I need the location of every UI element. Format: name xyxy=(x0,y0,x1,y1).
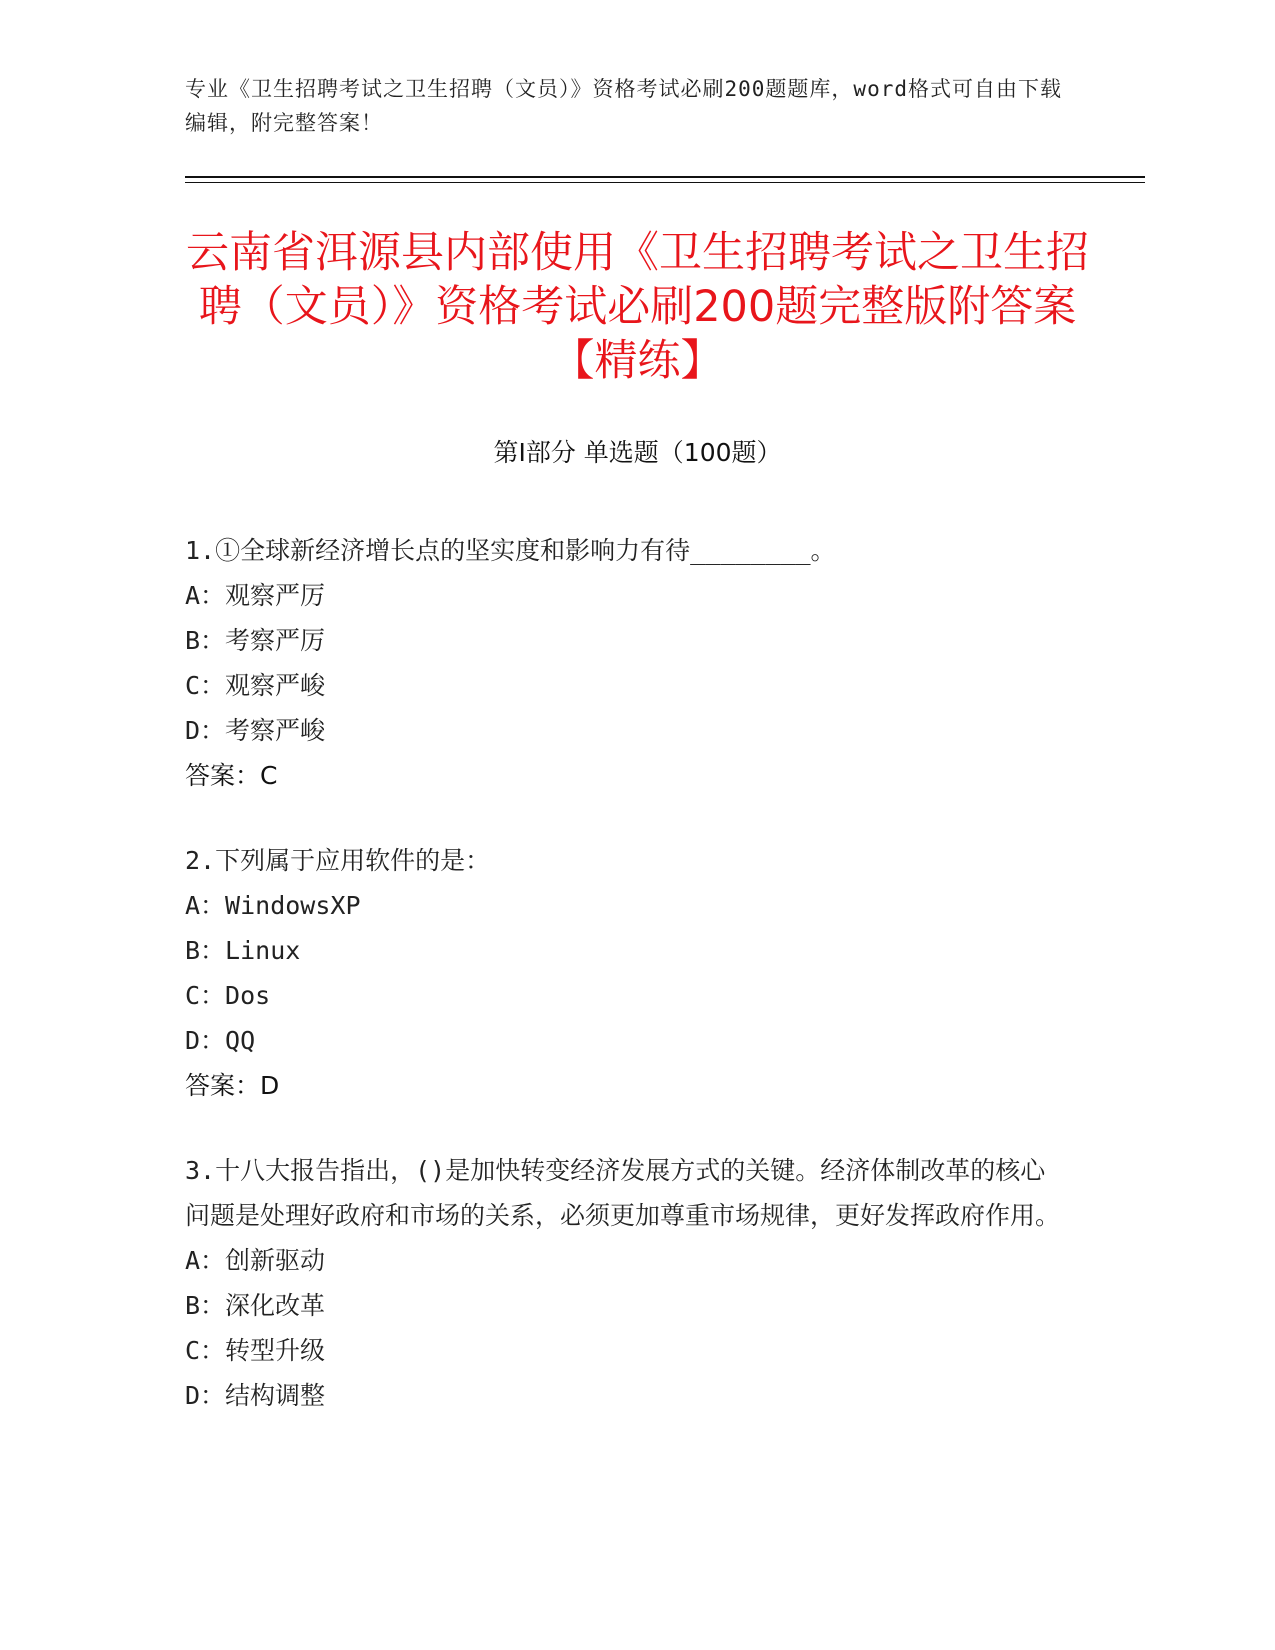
question-text: 2.下列属于应用软件的是： xyxy=(185,846,491,875)
document-title: 云南省洱源县内部使用《卫生招聘考试之卫生招聘（文员）》资格考试必刷200题完整版附答案【精练】 xyxy=(186,228,1089,386)
section-title: 第Ⅰ部分 单选题（100题） xyxy=(493,438,782,467)
answer-line: 答案：D xyxy=(185,1071,280,1100)
option-b: B：考察严厉 xyxy=(185,626,326,655)
option-b: B：深化改革 xyxy=(185,1291,326,1320)
question-text: 3.十八大报告指出，()是加快转变经济发展方式的关键。经济体制改革的核心问题是处理好政府和市场的关系，必须更加尊重市场规律，更好发挥政府作用。 xyxy=(185,1156,1061,1230)
option-d: D：考察严峻 xyxy=(185,716,326,745)
question-text: 1.①全球新经济增长点的坚实度和影响力有待________。 xyxy=(185,536,836,565)
option-c: C：Dos xyxy=(185,981,271,1010)
option-c: C：转型升级 xyxy=(185,1336,326,1365)
question-1 xyxy=(185,528,1065,798)
option-a: A：观察严厉 xyxy=(185,581,326,610)
header-divider-thin xyxy=(185,182,1145,183)
option-d: D：QQ xyxy=(185,1026,256,1055)
question-2 xyxy=(185,838,1065,1108)
header-note: 专业《卫生招聘考试之卫生招聘（文员）》资格考试必刷200题题库，word格式可自由下载编辑，附完整答案！ xyxy=(185,77,1062,135)
answer-line: 答案：C xyxy=(185,761,278,790)
option-d: D：结构调整 xyxy=(185,1381,326,1410)
option-c: C：观察严峻 xyxy=(185,671,326,700)
option-a: A：WindowsXP xyxy=(185,891,361,920)
option-a: A：创新驱动 xyxy=(185,1246,326,1275)
option-b: B：Linux xyxy=(185,936,301,965)
question-3 xyxy=(185,1148,1065,1418)
header-divider-thick xyxy=(185,176,1145,178)
question-list xyxy=(185,528,1065,1458)
